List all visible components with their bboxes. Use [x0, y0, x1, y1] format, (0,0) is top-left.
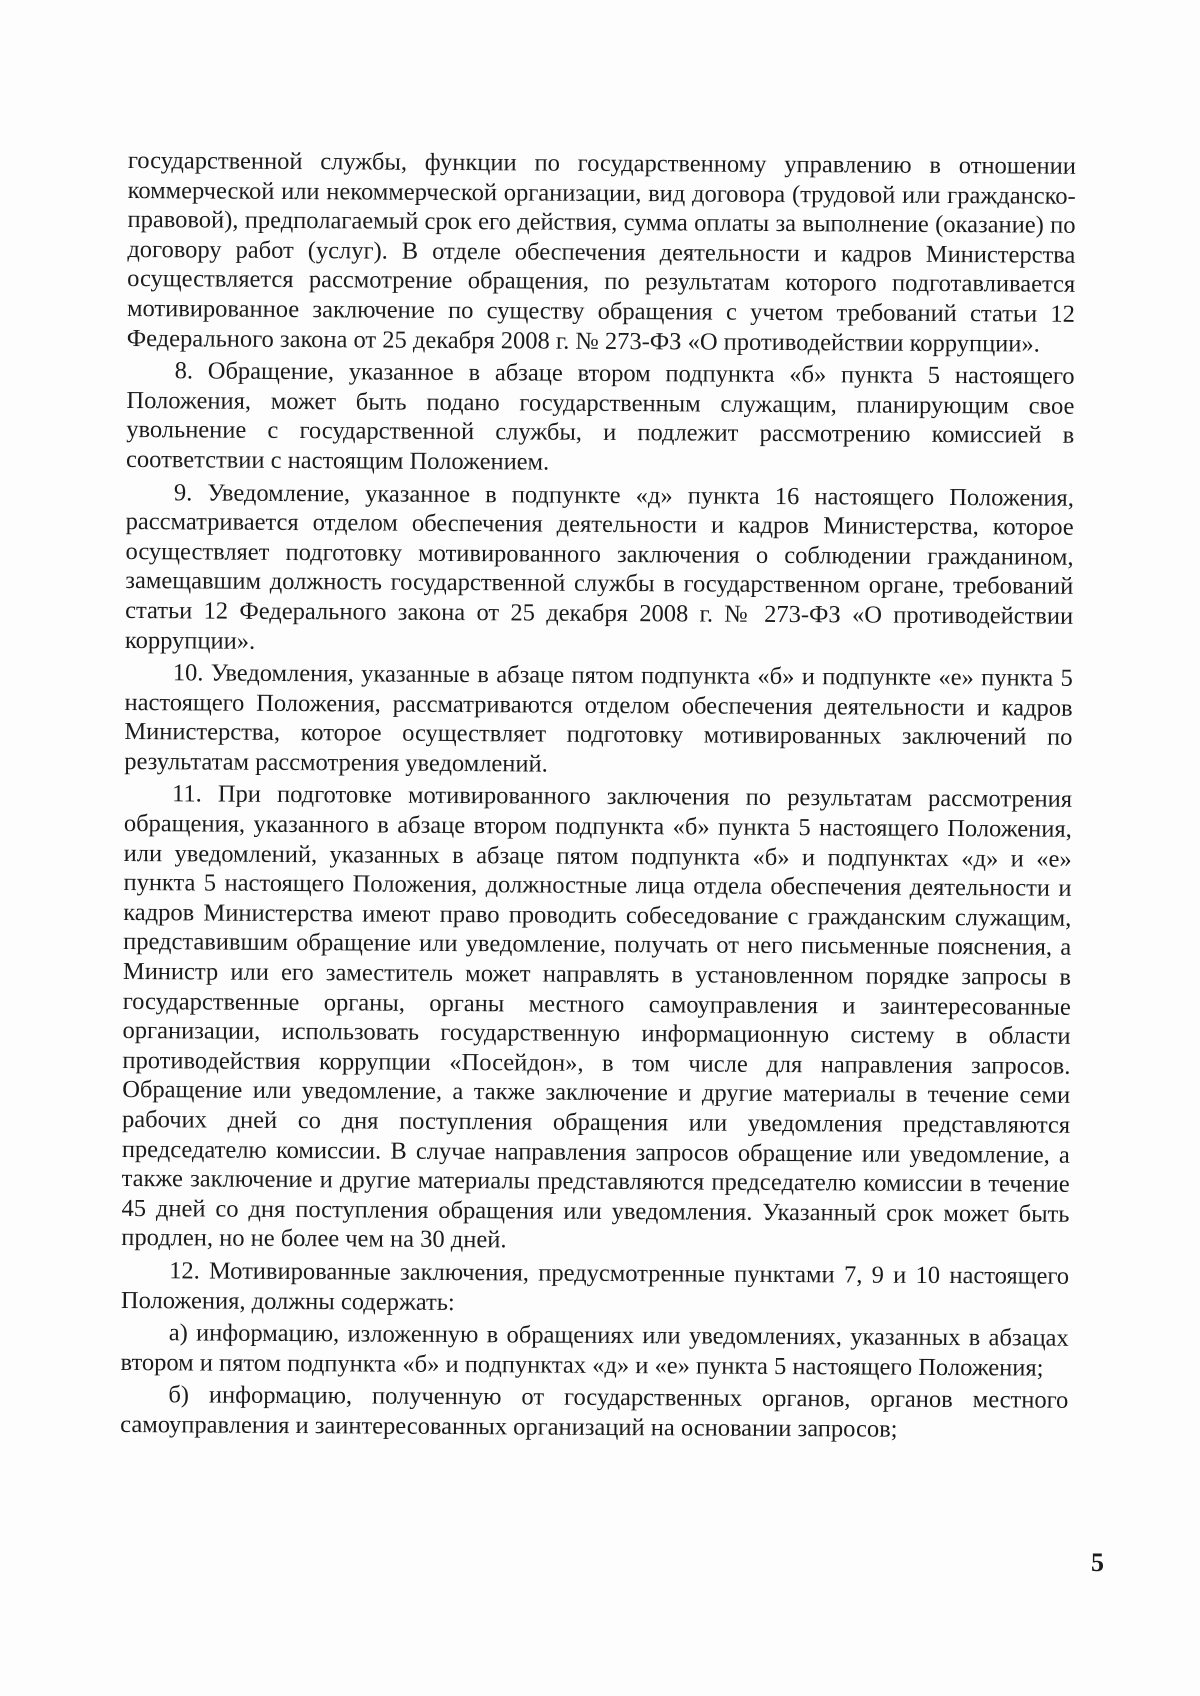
paragraph-continuation: государственной службы, функции по государственному управлению в отношении коммерческой или некоммерческой организации, вид договора (трудовой или гражданско-правовой), предполагаемый срок его действия, сумма оплаты за выполнение (оказание) по договору работ (услуг). В отделе обеспечения деятельности и кадров Министерства осуществляется рассмотрение обращения, по результатам которого подготавливается мотивированное заключение по существу обращения с учетом требований статьи 12 Федерального закона от 25 декабря 2008 г. № 273-ФЗ «О противодействии коррупции». [126, 146, 1076, 358]
paragraph-item-12: 12. Мотивированные заключения, предусмотренные пунктами 7, 9 и 10 настоящего Положения, должны содержать: [120, 1257, 1070, 1316]
paragraph-subitem-a: а) информацию, изложенную в обращениях или уведомлениях, указанных в абзацах втором и пятом подпункта «б» и подпунктах «д» и «е» пункта 5 настоящего Положения; [120, 1319, 1069, 1382]
page-number: 5 [1091, 1548, 1104, 1577]
document-body [120, 146, 1076, 1448]
paragraph-item-11: 11. При подготовке мотивированного заключения по результатам рассмотрения обращения, указанного в абзаце втором подпункта «б» пункта 5 настоящего Положения, или уведомлений, указанных в абзаце пятом подпункта «б» и подпунктах «д» и «е» пункта 5 настоящего Положения, должностные лица отдела обеспечения деятельности и кадров Министерства имеют право проводить собеседование с гражданским служащим, представившим обращение или уведомление, получать от него письменные пояснения, а Министр или его заместитель может направлять в установленном порядке запросы в государственные органы, органы местного самоуправления и заинтересованные организации, использовать государственную информационную систему в области противодействия коррупции «Посейдон», в том числе для направления запросов. Обращение или уведомление, а также заключение и другие материалы в течение семи рабочих дней со дня поступления обращения или уведомления представляются председателю комиссии. В случае направления запросов обращение или уведомление, а также заключение и другие материалы представляются председателю комиссии в течение 45 дней со дня поступления обращения или уведомления. Указанный срок может быть продлен, но не более чем на 30 дней. [121, 780, 1073, 1254]
paragraph-subitem-b: б) информацию, полученную от государственных органов, органов местного самоуправления и заинтересованных организаций на основании запросов; [120, 1381, 1069, 1443]
paragraph-item-8: 8. Обращение, указанное в абзаце втором подпункта «б» пункта 5 настоящего Положения, может быть подано государственным служащим, планирующим свое увольнение с государственной службы, и подлежит рассмотрению комиссией в соответствии с настоящим Положением. [126, 357, 1075, 476]
paragraph-item-9: 9. Уведомление, указанное в подпункте «д» пункта 16 настоящего Положения, рассматривается отделом обеспечения деятельности и кадров Министерства, которое осуществляет подготовку мотивированного заключения о соблюдении гражданином, замещавшим должность государственной службы в государственном органе, требований статьи 12 Федерального закона от 25 декабря 2008 г. № 273-ФЗ «О противодействии коррупции». [124, 478, 1074, 655]
paragraph-item-10: 10. Уведомления, указанные в абзаце пятом подпункта «б» и подпункте «е» пункта 5 настоящего Положения, рассматриваются отделом обеспечения деятельности и кадров Министерства, которое осуществляет подготовку мотивированных заключений по результатам рассмотрения уведомлений. [124, 659, 1073, 778]
